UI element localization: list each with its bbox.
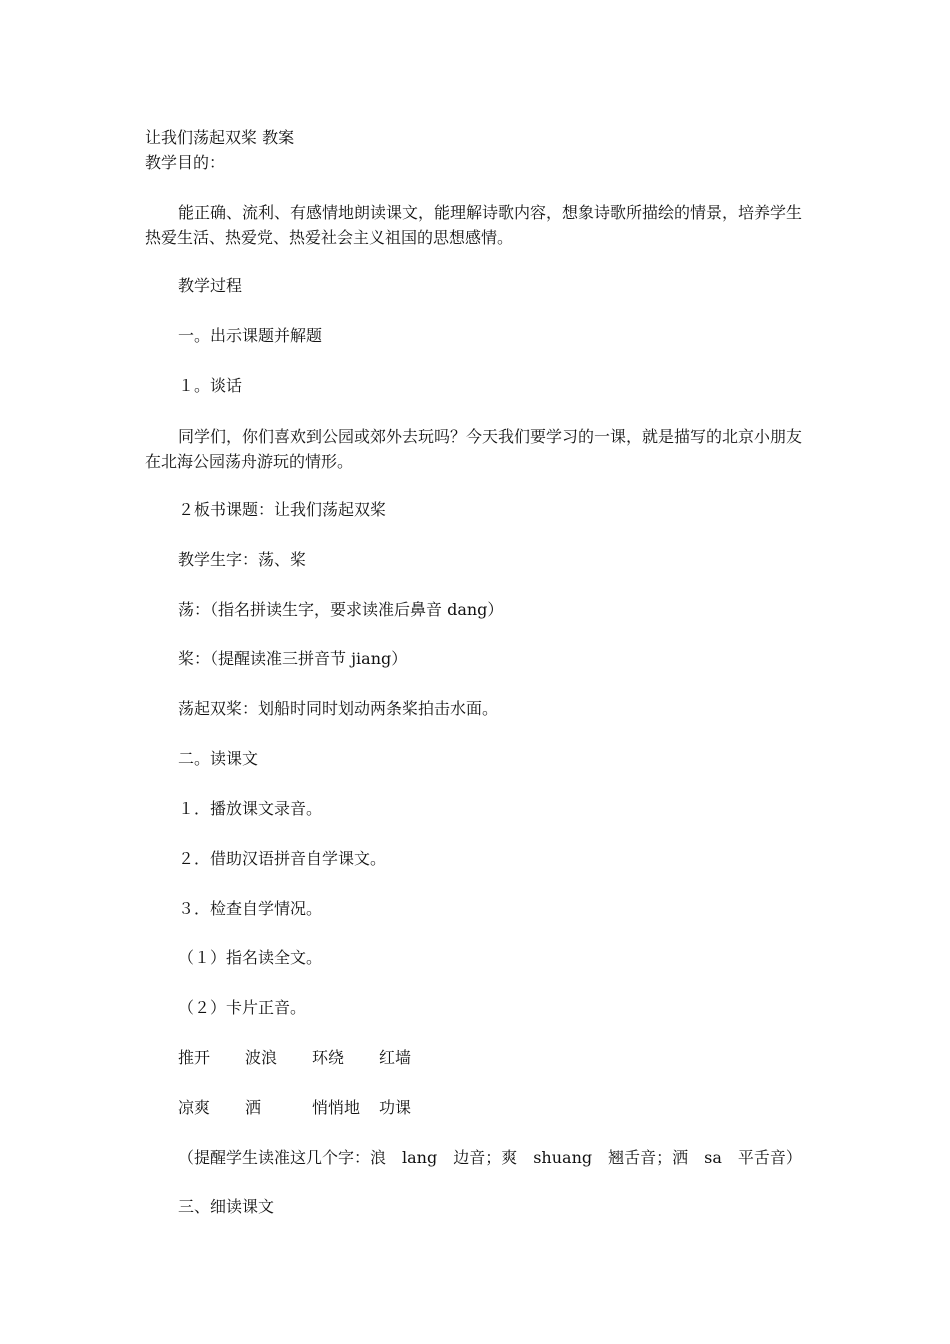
word-card: 推开 [178,1048,211,1067]
section-3-heading: 三、细读课文 [178,1197,275,1216]
objective-paragraph: 能正确、流利、有感情地朗读课文，能理解诗歌内容，想象诗歌所描绘的情景，培养学生热爱生活、热爱党、热爱社会主义祖国的思想感情。 [145,203,803,247]
objective-heading: 教学目的： [145,153,226,172]
word-card: 悄悄地 [312,1098,361,1117]
word-card: 环绕 [312,1048,345,1067]
section-2-heading: 二。读课文 [178,749,259,768]
document-title: 让我们荡起双桨 教案 [145,128,295,147]
section-1-item-2: ２板书课题：让我们荡起双桨 [178,500,387,519]
section-2-item-3: ３．检查自学情况。 [178,899,323,918]
section-1-item-1: １。谈话 [178,376,243,395]
word-card: 凉爽 [178,1098,211,1117]
pronunciation-note: （提醒学生读准这几个字：浪 lang 边音；爽 shuang 翘舌音；洒 sa 平舌音） [178,1148,802,1167]
section-2-sub-2: （２）卡片正音。 [178,998,307,1017]
section-2-item-1: １．播放课文录音。 [178,799,323,818]
phrase-explanation: 荡起双桨：划船时同时划动两条桨拍击水面。 [178,699,499,718]
new-characters: 教学生字：荡、桨 [178,550,307,569]
process-heading: 教学过程 [178,276,243,295]
word-card: 洒 [245,1098,262,1117]
word-card: 波浪 [245,1048,278,1067]
talk-paragraph: 同学们，你们喜欢到公园或郊外去玩吗？今天我们要学习的一课，就是描写的北京小朋友在北海公园荡舟游玩的情形。 [145,427,803,471]
char-dang-note: 荡：（指名拼读生字，要求读准后鼻音 dang） [178,600,504,619]
word-card: 红墙 [379,1048,412,1067]
char-jiang-note: 桨：（提醒读准三拼音节 jiang） [178,649,408,668]
section-1-heading: 一。出示课题并解题 [178,326,323,345]
section-2-item-2: ２．借助汉语拼音自学课文。 [178,849,387,868]
word-card: 功课 [379,1098,412,1117]
section-2-sub-1: （１）指名读全文。 [178,948,323,967]
